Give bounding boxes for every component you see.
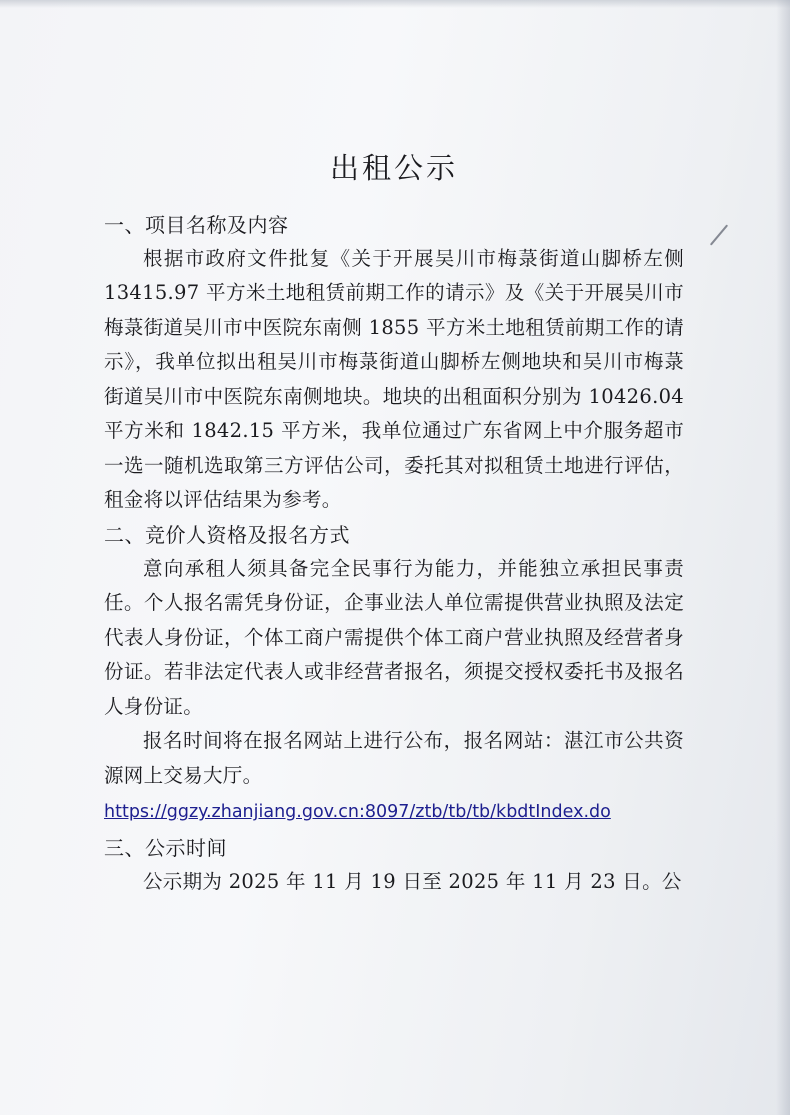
- page-shadow-top: [0, 0, 790, 8]
- registration-url: https://ggzy.zhanjiang.gov.cn:8097/ztb/tb/tb/kbdtIndex.do: [104, 802, 611, 823]
- section-heading-project: 一、项目名称及内容: [104, 212, 289, 237]
- document-content: [104, 150, 684, 900]
- pen-mark: [710, 224, 728, 245]
- section-body-period: 公示期为 2025 年 11 月 19 日至 2025 年 11 月 23 日。公: [143, 870, 682, 894]
- section-body-registration: 报名时间将在报名网站上进行公布，报名网站：湛江市公共资源网上交易大厅。: [104, 729, 684, 787]
- section-body-bidder-qualification: 意向承租人须具备完全民事行为能力，并能独立承担民事责任。个人报名需凭身份证，企事业法人单位需提供营业执照及法定代表人身份证，个体工商户需提供个体工商户营业执照及经营者身份证。若非法定代表人或非经营者报名，须提交授权委托书及报名人身份证。: [104, 556, 684, 718]
- document-title: 出租公示: [329, 151, 458, 185]
- section-heading-period: 三、公示时间: [104, 836, 227, 861]
- page-shadow-right: [776, 0, 790, 1115]
- section-heading-bidder: 二、竞价人资格及报名方式: [104, 522, 350, 547]
- section-body-project: 根据市政府文件批复《关于开展吴川市梅菉街道山脚桥左侧 13415.97 平方米土地租赁前期工作的请示》及《关于开展吴川市梅菉街道吴川市中医院东南侧 1855 平方米土地租赁前期工作的请示》，我单位拟出租吴川市梅菉街道山脚桥左侧地块和吴川市梅菉街道吴川市中医院东南侧地块。地块的出租面积分别为 10426.04 平方米和 1842.15 平方米，我单位通过广东省网上中介服务超市一选一随机选取第三方评估公司，委托其对拟租赁土地进行评估，租金将以评估结果为参考。: [104, 246, 684, 512]
